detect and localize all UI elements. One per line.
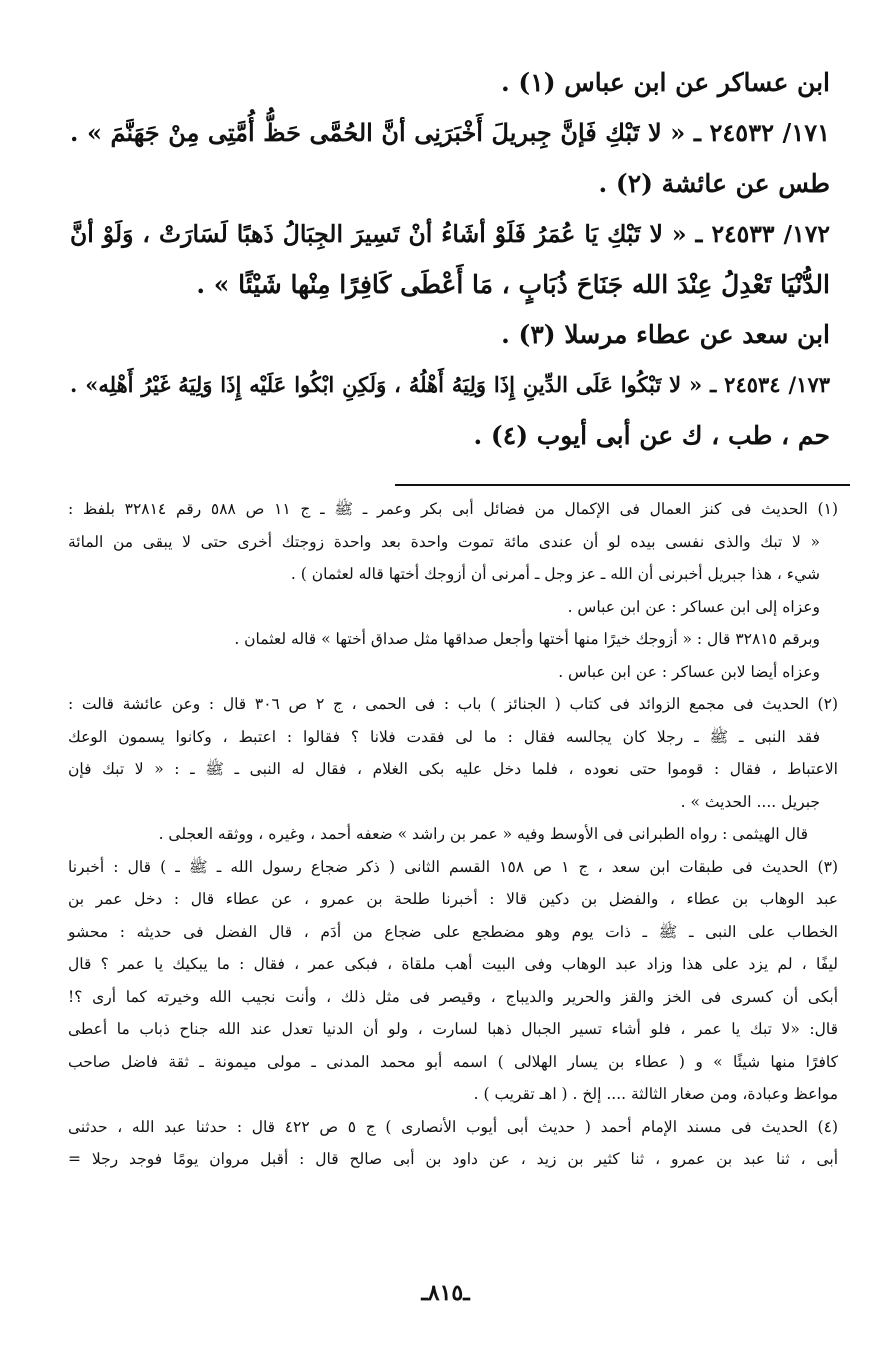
footnote-line: قال الهيثمى : رواه الطبرانى فى الأوسط وفيه « عمر بن راشد » ضعفه أحمد ، وغيره ، ووثقه العجلى . [158, 825, 808, 843]
footnotes [68, 493, 838, 1176]
hadith-line: ١٧٢/ ٢٤٥٣٣ ـ « لا تَبْكِ يَا عُمَرُ فَلَوْ أشَاءُ أنْ تَسِيرَ الجِبَالُ ذَهبًا لَسَارَتْ ، وَلَوْ أنَّ [70, 220, 831, 249]
footnote-line: « لا تبك والذى نفسى بيده لو أن عندى مائة تموت واحدة بعد واحدة زوجتك أخرى حتى لا يبقى من المائة [68, 532, 820, 551]
hadith-line: ١٧١/ ٢٤٥٣٢ ـ « لا تَبْكِ فَإنَّ جِبريلَ أَخْبَرَنِى أنَّ الحُمَّى حَظُّ أُمَّتِى مِنْ جَهَنَّمَ » . [70, 118, 830, 148]
footnote-line: مواعظ وعبادة، ومن صغار الثالثة .... إلخ . ( اهـ تقريب ) . [473, 1085, 838, 1103]
footnote-line: جبريل .... الحديث » . [680, 792, 820, 811]
hadith-line: الدُّنْيَا تَعْدِلُ عِنْدَ الله جَنَاحَ ذُبَابٍ ، مَا أَعْطَى كَافِرًا مِنْها شَيْئًا » . [196, 269, 830, 299]
footnote-line: (٣) الحديث فى طبقات ابن سعد ، ج ١ ص ١٥٨ القسم الثانى ( ذكر ضجاع رسول الله ـ ﷺ ـ ) قال : أخبرنا [68, 857, 838, 876]
footnote-line: (٢) الحديث فى مجمع الزوائد فى كتاب ( الجنائز ) باب : فى الحمى ، ج ٢ ص ٣٠٦ قال : وعن عائشة قالت : [68, 695, 838, 713]
main-line: حم ، طب ، ك عن أبى أيوب (٤) . [473, 420, 830, 450]
footnote-line: (٤) الحديث فى مسند الإمام أحمد ( حديث أبى أيوب الأنصارى ) ج ٥ ص ٤٢٢ قال : حدثنا عبد الله ، حدثنى [68, 1117, 838, 1136]
footnote-divider [395, 484, 850, 486]
footnote-line: فقد النبى ـ ﷺ ـ رجلا كان يجالسه فقال : ما لى فقدت فلانا ؟ فقالوا : اعتبط ، وكانوا يسمون الوعك [68, 727, 820, 746]
hadith-line: ١٧٣/ ٢٤٥٣٤ ـ « لا تَبْكُوا عَلَى الدِّينِ إِذَا وَلِيَهُ أَهْلُهُ ، وَلَكِنِ ابْكُوا عَلَيْه إِذَا وَلِيَهُ غَيْرُ أَهْلِه» . [70, 372, 831, 398]
hadith-main-text [70, 58, 830, 461]
footnote-line: أبكى أن كسرى فى الخز والقز والحرير والديباج ، وقيصر فى مثل ذلك ، وأنت نجيب الله وخيرته كما أرى ؟! [68, 987, 838, 1006]
footnote-line: قال: «لا تبك يا عمر ، فلو أشاء تسير الجبال ذهبا لسارت ، ولو أن الدنيا تعدل عند الله جناح ذباب ما أعطى [68, 1020, 838, 1038]
footnote-line: كافرًا منها شيئًا » و ( عطاء بن يسار الهلالى ) اسمه أبو محمد المدنى ـ مولى ميمونة ـ ثقة فاضل صاحب [68, 1052, 838, 1071]
footnote-line: وعزاه إلى ابن عساكر : عن ابن عباس . [567, 597, 820, 616]
footnote-line: عبد الوهاب بن عطاء ، والفضل بن دكين قالا : أخبرنا طلحة بن عمرو ، عن عطاء قال : دخل عمر بن [68, 890, 838, 908]
footnote-line: وبرقم ٣٢٨١٥ قال : « أزوجك خيرًا منها أختها وأجعل صداقها مثل صداق أختها » قاله لعثمان . [234, 630, 820, 648]
page-number: ـ٨١٥ـ [421, 1280, 470, 1306]
footnote-line: الاعتباط ، فقال : قوموا حتى نعوده ، فلما دخل عليه بكى الغلام ، فقال له النبى ـ ﷺ ـ : « لا تبك فإن [68, 760, 838, 778]
main-line: ابن عساكر عن ابن عباس (١) . [501, 68, 830, 97]
footnote-line: (١) الحديث فى كنز العمال فى الإكمال من فضائل أبى بكر وعمر ـ ﷺ ـ ج ١١ ص ٥٨٨ رقم ٣٢٨١٤ بلفظ : [68, 500, 838, 518]
footnote-line: الخطاب على النبى ـ ﷺ ـ ذات يوم وهو مضطجع على ضجاع من أدَم ، قال الفضل فى حديثه : محشو [68, 922, 838, 941]
footnote-line: شيء ، هذا جبريل أخبرنى أن الله ـ عز وجل ـ أمرنى أن أزوجك أختها قاله لعثمان ) . [290, 565, 820, 583]
main-line: طس عن عائشة (٢) . [598, 168, 830, 198]
footnote-line: ليفًا ، لم يزد على هذا وزاد عبد الوهاب وفى البيت أهب ملقاة ، فبكى عمر ، فقال : ما يبكيك يا عمر ؟ قال [68, 955, 838, 973]
footnote-line: وعزاه أيضا لابن عساكر : عن ابن عباس . [558, 662, 820, 681]
footnote-line: أبى ، ثنا عبد بن عمرو ، ثنا كثير بن زيد ، عن داود بن أبى صالح قال : أقبل مروان يومًا فوجد رجلا = [68, 1150, 838, 1168]
main-line: ابن سعد عن عطاء مرسلا (٣) . [501, 320, 830, 350]
